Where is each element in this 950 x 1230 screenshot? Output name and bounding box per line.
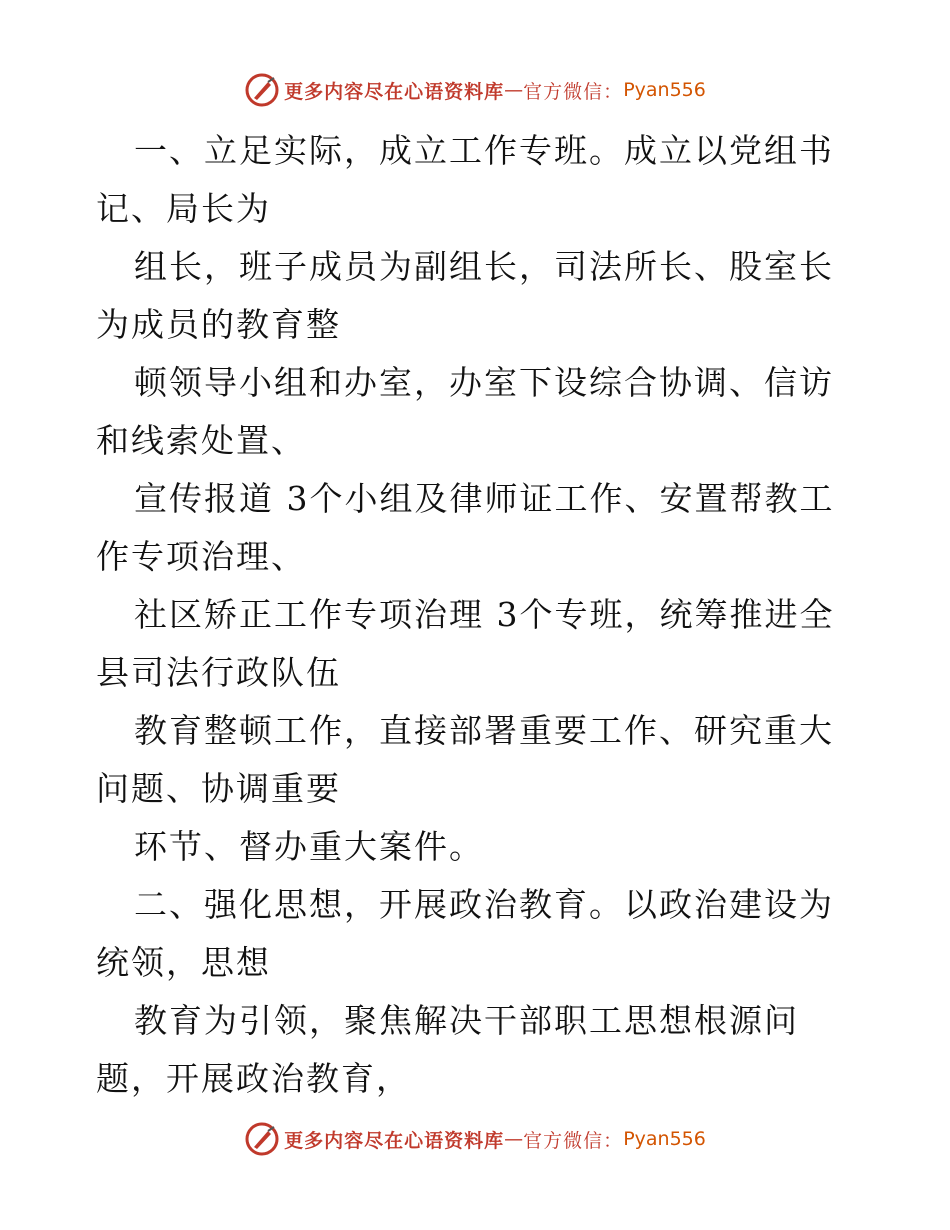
header-wechat-label: 官方微信： [523, 80, 624, 103]
paragraph-6: 教育整顿工作，直接部署重要工作、研究重大问题、协调重要 [96, 711, 834, 808]
paragraph-8: 二、强化思想，开展政治教育。以政治建设为统领，思想 [96, 885, 834, 982]
footer-banner [0, 1119, 950, 1159]
quill-logo-icon [244, 72, 280, 108]
footer-brand-text: 更多内容尽在心语资料库 [284, 1129, 505, 1152]
paragraph-3: 顿领导小组和办室，办室下设综合协调、信访和线索处置、 [96, 363, 834, 460]
paragraph-1: 一、立足实际，成立工作专班。成立以党组书记、局长为 [96, 131, 834, 228]
paragraph-2: 组长，班子成员为副组长，司法所长、股室长为成员的教育整 [96, 247, 834, 344]
header-banner [0, 70, 950, 110]
paragraph-5: 社区矫正工作专项治理 3个专班，统筹推进全县司法行政队伍 [96, 595, 835, 692]
header-brand-text: 更多内容尽在心语资料库 [284, 80, 505, 103]
footer-wechat-label: 官方微信： [523, 1129, 624, 1152]
header-wechat-id: Pyan556 [623, 79, 706, 101]
header-dash: — [504, 79, 524, 101]
footer-dash: — [504, 1128, 524, 1150]
document-body [96, 122, 866, 1108]
quill-logo-icon [244, 1121, 280, 1157]
paragraph-4: 宣传报道 3个小组及律师证工作、安置帮教工作专项治理、 [96, 479, 835, 576]
paragraph-9: 教育为引领，聚焦解决干部职工思想根源问题，开展政治教育， [96, 1001, 799, 1098]
footer-wechat-id: Pyan556 [623, 1128, 706, 1150]
paragraph-7: 环节、督办重大案件。 [134, 827, 484, 866]
